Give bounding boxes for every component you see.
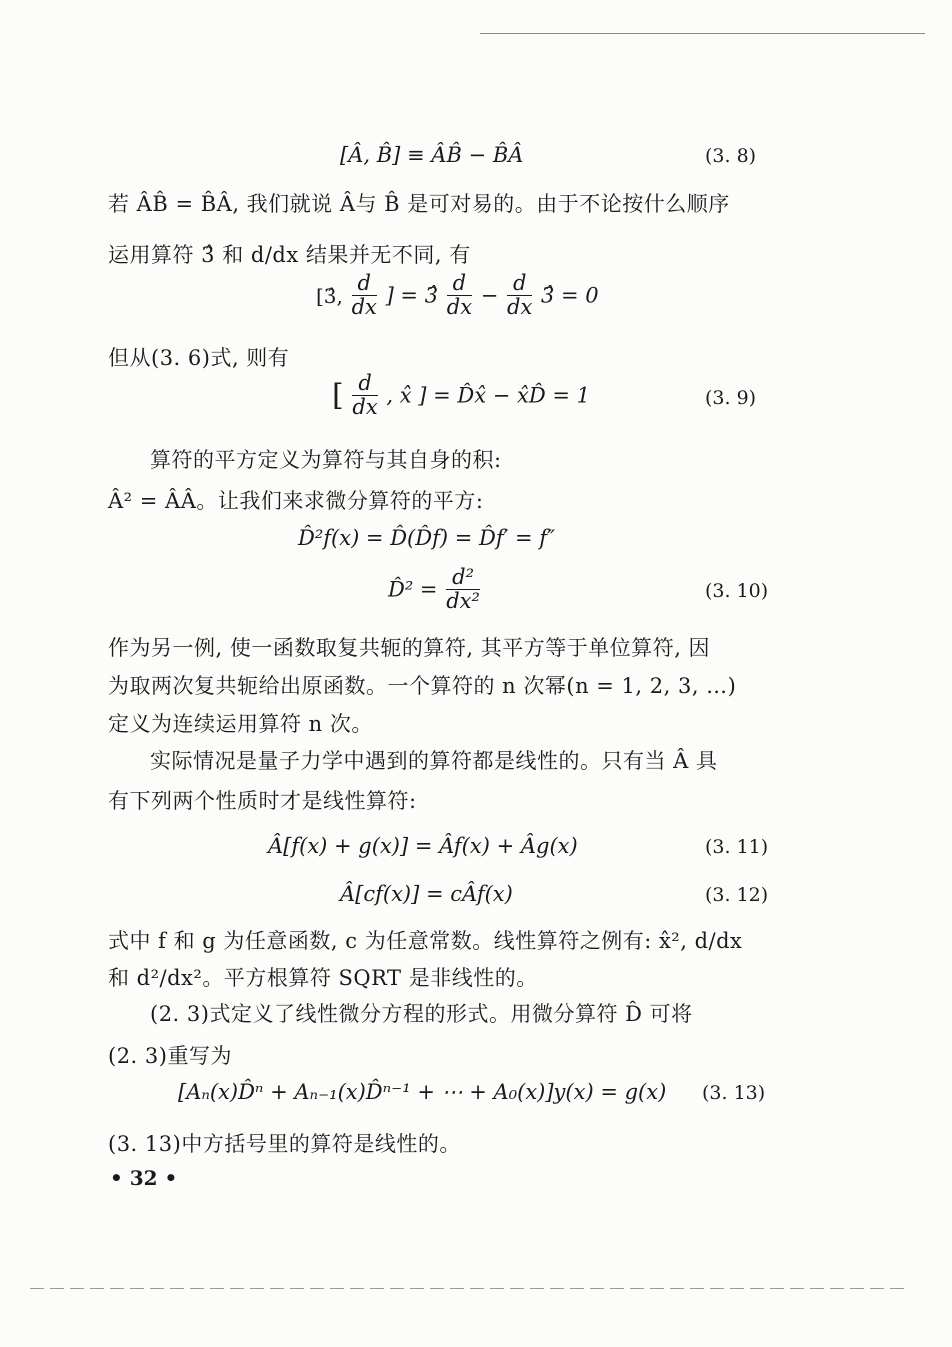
frac-num: d² [452, 565, 475, 589]
paragraph-5-line-2: 有下列两个性质时才是线性算符: [108, 789, 417, 813]
paragraph-5-line-1: 实际情况是量子力学中遇到的算符都是线性的。只有当 Â 具 [150, 749, 718, 773]
equation-label-3-8: (3. 8) [705, 145, 757, 167]
equation-d2f: D̂²f(x) = D̂(D̂f) = D̂f′ = f″ [298, 526, 555, 550]
paragraph-1-line-2: 运用算符 3̂ 和 d/dx 结果并无不同, 有 [108, 243, 471, 267]
commute-left: [3̂, [316, 283, 343, 308]
commute-minus: − [480, 283, 506, 308]
paragraph-6-line-2: 和 d²/dx²。平方根算符 SQRT 是非线性的。 [108, 966, 538, 990]
frac-num: d [357, 271, 371, 295]
equation-label-3-10: (3. 10) [705, 580, 769, 602]
paragraph-4-line-2: 为取两次复共轭给出原函数。一个算符的 n 次幂(n = 1, 2, 3, …) [108, 674, 737, 698]
header-rule [480, 33, 925, 34]
frac-num: d [358, 371, 372, 395]
equation-commute [316, 272, 599, 319]
paragraph-4-line-3: 定义为连续运用算符 n 次。 [108, 712, 373, 736]
commute-frac-1 [352, 272, 377, 319]
frac-den: dx [446, 295, 473, 320]
paragraph-7-line-1: (2. 3)式定义了线性微分方程的形式。用微分算符 D̂ 可将 [150, 1002, 693, 1026]
commute-frac-2 [447, 272, 472, 319]
frac-num: d [452, 271, 467, 295]
eq-3-9-rest: , x̂ ] = D̂x̂ − x̂D̂ = 1 [386, 383, 591, 408]
equation-3-10 [388, 566, 482, 613]
commute-right: 3̂ = 0 [541, 283, 599, 308]
footer-rule [30, 1288, 910, 1289]
paragraph-2: 但从(3. 6)式, 则有 [108, 346, 290, 370]
equation-3-8: [Â, B̂] ≡ ÂB̂ − B̂Â [340, 143, 524, 167]
paragraph-1-line-1: 若 ÂB̂ = B̂Â, 我们就说 Â与 B̂ 是可对易的。由于不论按什么顺序 [108, 192, 730, 216]
equation-3-13: [Aₙ(x)D̂ⁿ + Aₙ₋₁(x)D̂ⁿ⁻¹ + ⋯ + A₀(x)]y(x) = g(x) [178, 1080, 667, 1104]
eq-3-9-frac [352, 372, 377, 419]
frac-den: dx² [446, 589, 480, 614]
commute-frac-3 [507, 272, 532, 319]
frac-den: dx [351, 295, 377, 320]
frac-den: dx [352, 395, 378, 420]
equation-3-11: Â[f(x) + g(x)] = Âf(x) + Âg(x) [268, 834, 578, 858]
eq-3-10-frac [446, 566, 480, 613]
paragraph-6-line-1: 式中 f 和 g 为任意函数, c 为任意常数。线性算符之例有: x̂², d/dx [108, 929, 743, 953]
page-number: • 32 • [110, 1166, 178, 1190]
frac-den: dx [507, 295, 533, 320]
equation-label-3-9: (3. 9) [705, 387, 757, 409]
paragraph-3-line-2: Â² = ÂÂ。让我们来求微分算符的平方: [108, 489, 484, 513]
paragraph-4-line-1: 作为另一例, 使一函数取复共轭的算符, 其平方等于单位算符, 因 [108, 636, 711, 660]
equation-label-3-12: (3. 12) [705, 884, 769, 906]
equation-label-3-13: (3. 13) [702, 1082, 766, 1104]
paragraph-3-line-1: 算符的平方定义为算符与其自身的积: [150, 448, 502, 472]
equation-label-3-11: (3. 11) [705, 836, 769, 858]
bracket-open: [ [332, 378, 344, 414]
paragraph-8: (3. 13)中方括号里的算符是线性的。 [108, 1132, 461, 1156]
equation-3-12: Â[cf(x)] = cÂf(x) [340, 882, 513, 906]
frac-num: d [512, 271, 527, 295]
eq-3-10-left: D̂² = [388, 577, 438, 602]
equation-3-9 [332, 372, 590, 419]
paragraph-7-line-2: (2. 3)重写为 [108, 1044, 232, 1068]
commute-mid: ] = 3̂ [385, 283, 439, 308]
